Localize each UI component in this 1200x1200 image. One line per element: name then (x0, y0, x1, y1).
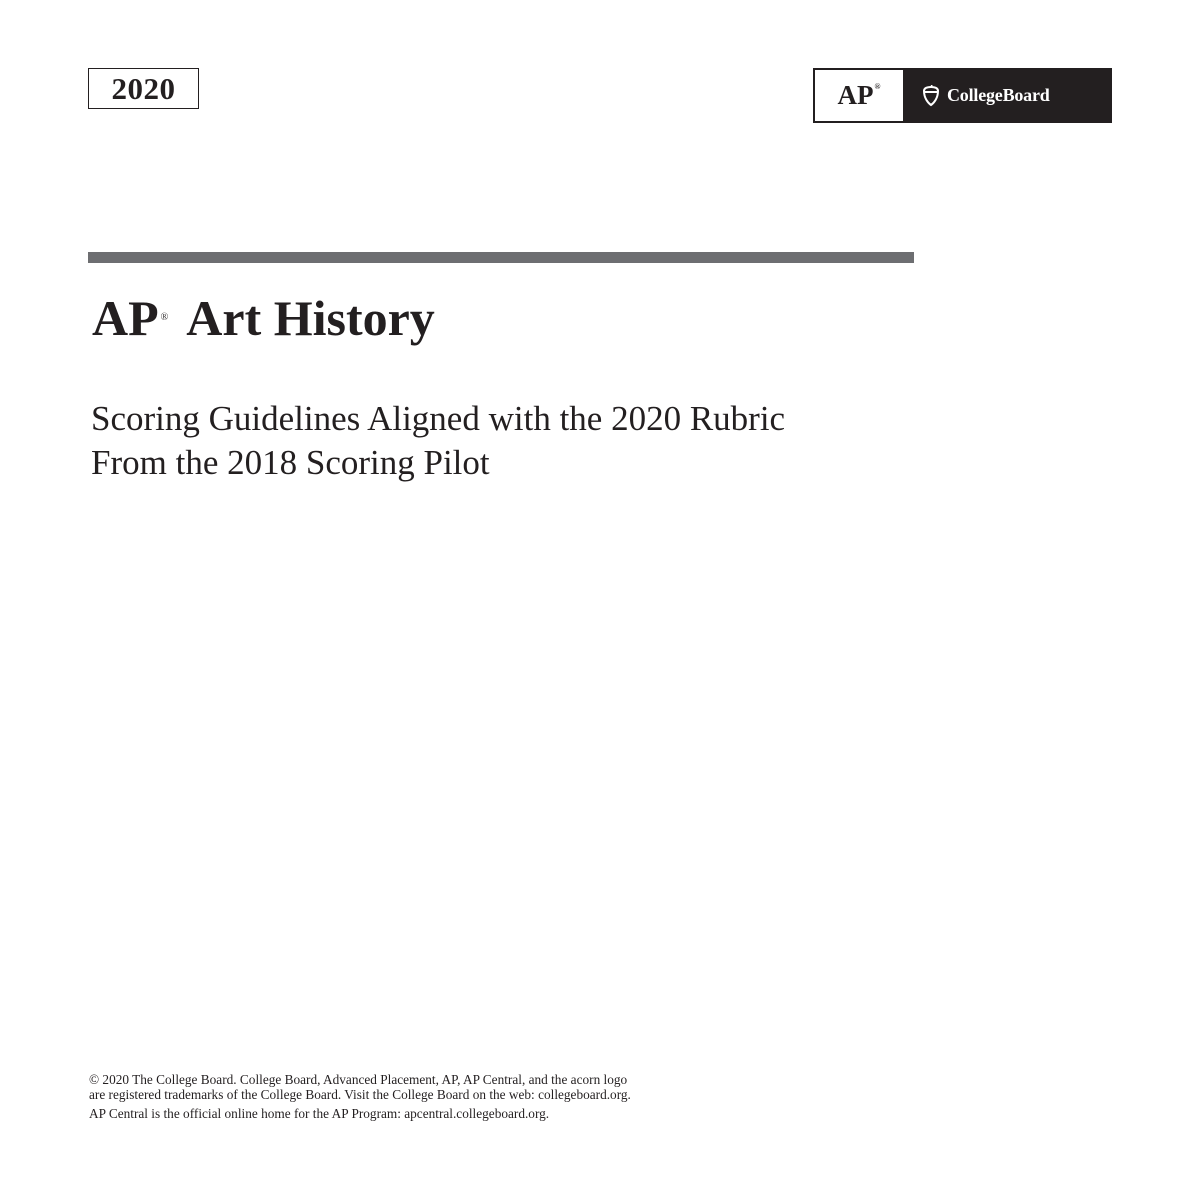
subtitle-line-1: Scoring Guidelines Aligned with the 2020 Rubric (91, 399, 786, 438)
footer-line-3: AP Central is the official online home for the AP Program: apcentral.collegeboard.org. (89, 1106, 550, 1121)
footer-line-1: © 2020 The College Board. College Board, Advanced Placement, AP, AP Central, and the acorn logo (89, 1072, 628, 1087)
title-divider (88, 252, 914, 263)
acorn-icon (921, 85, 941, 107)
title-subject: Art History (186, 290, 435, 346)
page-subtitle (91, 397, 785, 485)
footer-line-2: are registered trademarks of the College Board. Visit the College Board on the web: collegeboard.org. (89, 1087, 631, 1102)
title-ap: AP (92, 290, 159, 346)
subtitle-line-2: From the 2018 Scoring Pilot (91, 443, 490, 482)
copyright-footer (89, 1072, 631, 1121)
logo-ap-mark: ® (874, 82, 881, 91)
logo-ap-text: AP (837, 80, 874, 110)
year-badge (88, 68, 199, 109)
title-registered-mark: ® (160, 312, 169, 323)
logo-ap-section (815, 70, 903, 121)
logo-collegeboard-section (903, 70, 1110, 121)
logo-collegeboard-text: CollegeBoard (947, 85, 1050, 105)
ap-collegeboard-logo (813, 68, 1112, 123)
page-title (92, 287, 435, 349)
year-text: 2020 (111, 70, 176, 106)
